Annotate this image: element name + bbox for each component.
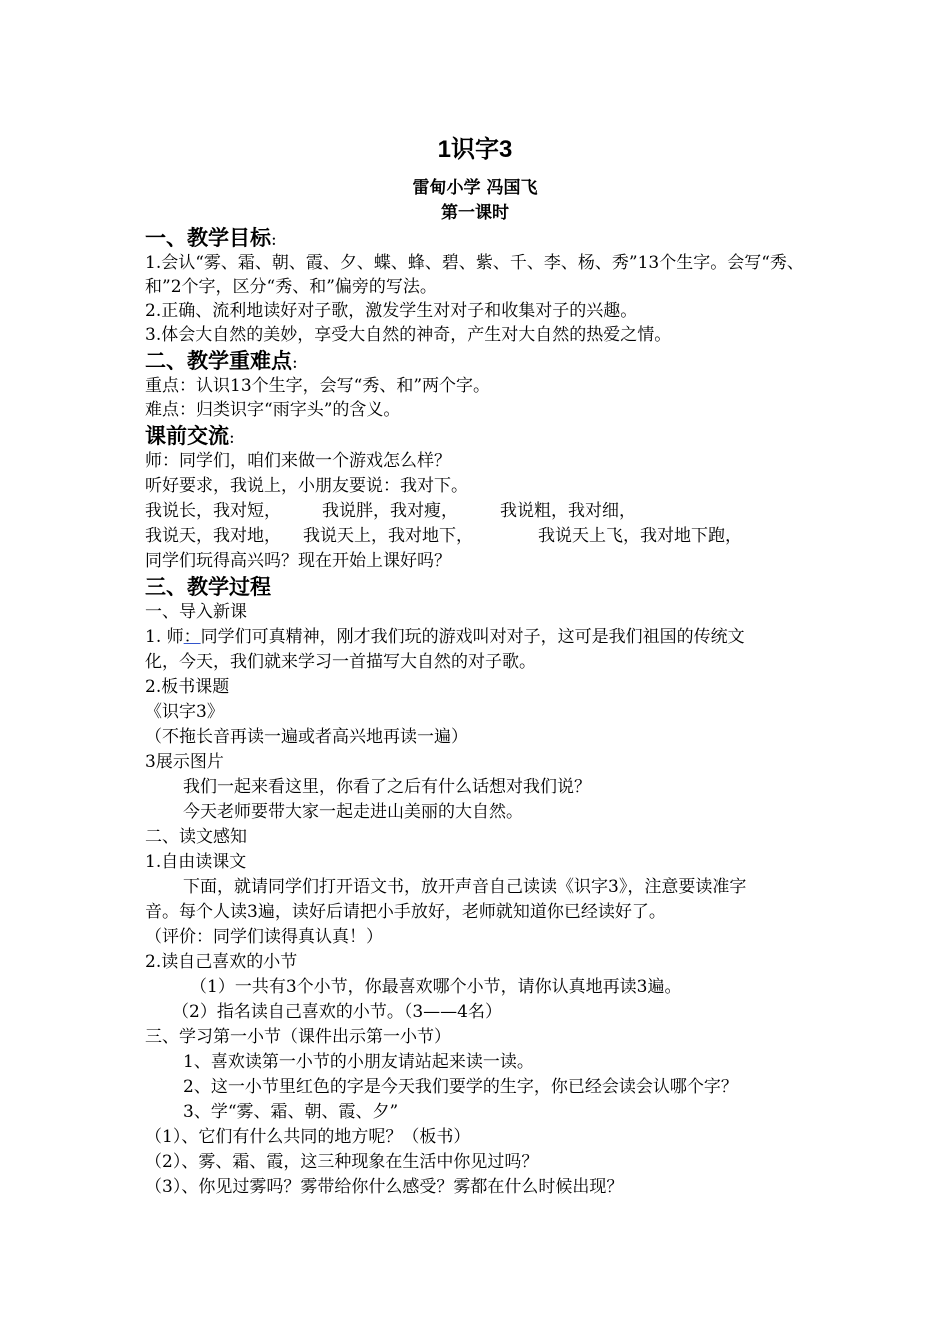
heading-colon: : (292, 353, 298, 373)
heading-text: 课前交流 (145, 423, 229, 448)
picture-line-2: 今天老师要带大家一起走进山美丽的大自然。 (183, 802, 523, 822)
goal-line-2: 和”2个字，区分“秀、和”偏旁的写法。 (145, 277, 437, 297)
question-line-3: （3）、你见过雾吗？雾带给你什么感受？雾都在什么时候出现？ (145, 1177, 624, 1197)
step-heading-reading: 二、读文感知 (145, 827, 247, 847)
free-reading-line-1: 下面，就请同学们打开语文书，放开声音自己读读《识字3》，注意要读准字 (183, 877, 747, 897)
free-reading-step: 1.自由读课文 (145, 852, 247, 872)
warmup-line-1: 师：同学们，咱们来做一个游戏怎么样？ (145, 451, 451, 471)
favorite-line-2: （2）指名读自己喜欢的小节。（3——4名） (172, 1002, 502, 1022)
pair-chant-1: 我说长，我对短， (145, 501, 281, 521)
favorite-section-step: 2.读自己喜欢的小节 (145, 952, 298, 972)
step-heading-section1: 三、学习第一小节（课件出示第一小节） (145, 1027, 451, 1047)
section-heading-keypoints (145, 348, 298, 376)
pair-chant-4: 我说天，我对地， (145, 526, 281, 546)
section1-line-3: 3、学“雾、霜、朝、霞、夕” (183, 1102, 399, 1122)
heading-colon: : (271, 230, 277, 250)
intro-prefix: 1. 师 (145, 627, 184, 647)
goal-line-3: 2.正确、流利地读好对子歌，激发学生对对子和收集对子的兴趣。 (145, 301, 638, 321)
free-reading-line-2: 音。每个人读3遍，读好后请把小手放好，老师就知道你已经读好了。 (145, 902, 666, 922)
warmup-line-5: 同学们玩得高兴吗？现在开始上课好吗？ (145, 551, 451, 571)
intro-colon: ： (183, 627, 201, 647)
difficulty-line: 难点：归类识字“雨字头”的含义。 (145, 400, 401, 420)
intro-line-1 (145, 625, 745, 649)
goal-line-4: 3.体会大自然的美妙，享受大自然的神奇，产生对大自然的热爱之情。 (145, 325, 672, 345)
doc-title: 1识字3 (437, 136, 513, 163)
picture-line-1: 我们一起来看这里，你看了之后有什么话想对我们说？ (183, 777, 591, 797)
question-line-1: （1）、它们有什么共同的地方呢？（板书） (145, 1127, 471, 1147)
pair-chant-6: 我说天上飞，我对地下跑， (538, 526, 742, 546)
intro-text: 同学们可真精神，刚才我们玩的游戏叫对对子，这可是我们祖国的传统文 (200, 627, 745, 647)
warmup-line-2: 听好要求，我说上，小朋友要说：我对下。 (145, 476, 468, 496)
intro-line-2: 化，今天，我们就来学习一首描写大自然的对子歌。 (145, 652, 536, 672)
goal-line-1: 1.会认“雾、霜、朝、霞、夕、蝶、蜂、碧、紫、千、李、杨、秀”13个生字。会写“秀、 (145, 253, 804, 273)
heading-text: 二、教学重难点 (145, 348, 292, 373)
board-title-step: 2.板书课题 (145, 677, 230, 697)
lesson-period: 第一课时 (441, 203, 509, 223)
favorite-line-1: （1）一共有3个小节，你最喜欢哪个小节，请你认真地再读3遍。 (190, 977, 682, 997)
section-heading-goals (145, 225, 277, 253)
heading-colon: : (229, 428, 235, 448)
evaluation-note: （评价：同学们读得真认真！） (145, 927, 383, 947)
section1-line-1: 1、喜欢读第一小节的小朋友请站起来读一读。 (183, 1052, 534, 1072)
pair-chant-2: 我说胖，我对瘦， (322, 501, 458, 521)
pair-chant-3: 我说粗，我对细， (500, 501, 636, 521)
question-line-2: （2）、雾、霜、霞，这三种现象在生活中你见过吗？ (145, 1152, 539, 1172)
read-again-note: （不拖长音再读一遍或者高兴地再读一遍） (145, 727, 468, 747)
heading-text: 一、教学目标 (145, 225, 271, 250)
section-heading-warmup (145, 423, 235, 451)
section-heading-process: 三、教学过程 (145, 574, 271, 599)
show-picture-step: 3展示图片 (145, 752, 224, 772)
keypoint-line: 重点：认识13个生字，会写“秀、和”两个字。 (145, 376, 491, 396)
board-title: 《识字3》 (145, 702, 224, 722)
section1-line-2: 2、这一小节里红色的字是今天我们要学的生字，你已经会读会认哪个字？ (183, 1077, 738, 1097)
pair-chant-5: 我说天上，我对地下， (303, 526, 473, 546)
step-heading-intro: 一、导入新课 (145, 602, 247, 622)
author-line: 雷甸小学 冯国飞 (412, 178, 538, 198)
